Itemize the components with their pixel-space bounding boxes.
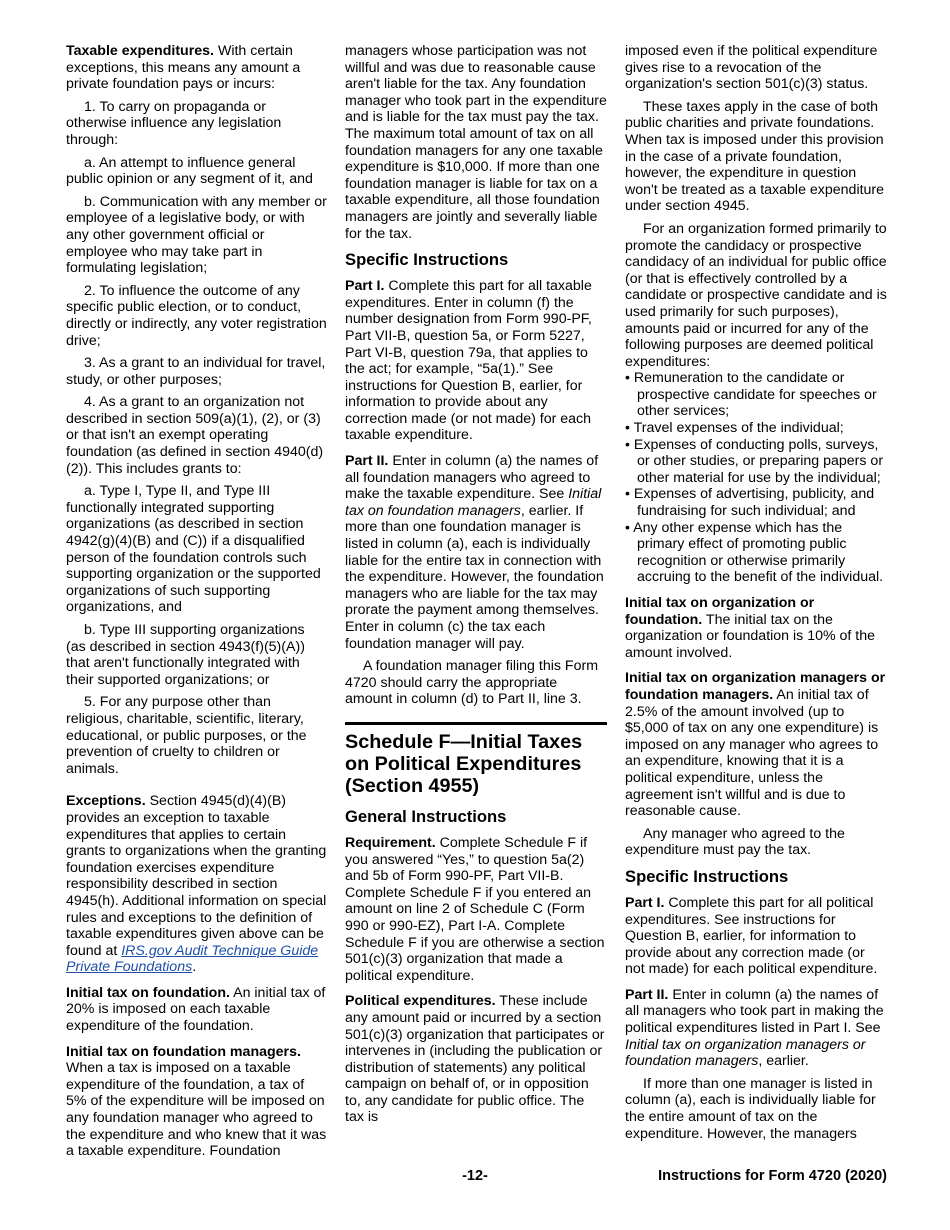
cross-reference: Initial tax on foundation managers [345,486,602,519]
run-in-heading: Part II. [345,453,389,470]
continued-text: managers whose participation was not willful and was due to reasonable cause aren't liable for the tax. Any foundation manager who took part in the expenditure and is liable for the tax must pay the tax. The maximum total amount of tax on all foundation managers for any one taxable expenditure is $10,000. If more than one foundation manager is liable for tax on a taxable expenditure, all those foundation managers are jointly and severally liable for the tax. [345,43,607,242]
body-text: With certain exceptions, this means any amount a private foundation pays or incurs: [66,43,301,93]
schedule-f-header [345,722,607,797]
section-heading: General Instructions [345,806,507,826]
body-text: For an organization formed primarily to promote the candidacy or prospective candidacy of an individual for public office (or that is effectively controlled by a candidate or prospective candidate and is used primarily for such purposes), amounts paid or incurred for any of the following purposes are deemed political expenditures: [625,220,887,370]
initial-tax-managers-para [66,1044,328,1160]
section-heading: Specific Instructions [345,250,509,270]
run-in-heading: Requirement. [345,834,436,851]
body-text: These include any amount paid or incurred by a section 501(c)(3) organization that participates or intervenes in (including the publication or distribution of statements) any political campaign on behalf of, or in opposition to, any candidate for public office. The tax is [345,993,605,1126]
body-text: Complete this part for all political expenditures. See instructions for Question B, earlier, for information to provide about any correction made (or not made) for each political expenditure. [625,894,878,978]
body-text: Any manager who agreed to the expenditure must pay the tax. [625,825,845,859]
schedule-title: Schedule F—Initial Taxes on Political Expenditures (Section 4955) [345,730,583,797]
column-1 [66,43,328,1166]
cross-reference: Initial tax on organization managers or foundation managers [625,1036,866,1070]
body-text: A foundation manager filing this Form 4720 should carry the appropriate amount in column (d) to Part II, line 3. [345,658,599,708]
body-text: Enter in column (a) the names of all managers who took part in making the political expenditures listed in Part I. See [625,986,884,1037]
list-item: 5. For any purpose other than religious, charitable, scientific, literary, educational, or public purposes, or the prevention of cruelty to children or animals. [66,694,307,777]
list-item: 4. As a grant to an organization not described in section 509(a)(1), (2), or (3) or that isn't an exempt operating foundation (as defined in section 4940(d)(2)). This includes grants to: [66,394,324,477]
bullet-text: Expenses of conducting polls, surveys, or other studies, or preparing papers or other material for use by the individual; [633,436,884,486]
body-text: , earlier. [758,1053,809,1070]
taxable-expenditures-para [66,43,328,93]
exceptions-para [66,793,328,976]
body-text: . [192,959,197,976]
bullet-item: • Travel expenses of the individual; [625,420,844,437]
bullet-item: • Remuneration to the candidate or prospective candidate for speeches or other services; [625,370,877,420]
irs-audit-guide-link[interactable]: IRS.gov Audit Technique Guide Private Foundations [66,942,319,976]
list-item: b. Type III supporting organizations (as described in section 4943(f)(5)(A)) that aren't functionally integrated with their supported organizations; or [66,622,305,688]
column-2 [345,43,607,1132]
body-text: Section 4945(d)(4)(B) provides an exception to taxable expenditures that applies to certain grants to organizations when the granting foundation exercises expenditure responsibility described in section 4945(h). Additional information on special rules and exceptions to the definition of taxable expenditures given above can be found at [66,793,327,959]
run-in-heading: Part I. [625,894,665,911]
page-number: -12- [462,1168,488,1184]
requirement-para [345,835,607,984]
run-in-heading: Part II. [625,986,669,1003]
list-item: 1. To carry on propaganda or otherwise influence any legislation through: [66,98,282,148]
part-i-para [345,278,607,444]
bullet-text: Remuneration to the candidate or prospective candidate for speeches or other services; [633,370,877,420]
list-item: 3. As a grant to an individual for travel, study, or other purposes; [66,355,326,388]
run-in-heading: Exceptions. [66,793,146,810]
run-in-heading: Initial tax on foundation. [66,984,230,1001]
run-in-heading: Initial tax on organization or foundation. [625,595,815,628]
bullet-item: • Expenses of conducting polls, surveys, or other studies, or preparing papers or other material for use by the individual; [625,436,884,486]
political-expenditures-para [345,993,607,1126]
column-3 [625,43,887,1148]
run-in-heading: Initial tax on organization managers or foundation managers. [625,670,886,703]
bullet-text: Expenses of advertising, publicity, and fundraising for such individual; and [633,486,875,520]
run-in-heading: Taxable expenditures. [66,43,214,59]
list-item: b. Communication with any member or employee of a legislative body, or with any other government official or employee who may take part in formulating legislation; [66,193,327,277]
body-text: When a tax is imposed on a taxable expenditure of the foundation, a tax of 5% of the expenditure will be imposed on any foundation manager who agreed to the expenditure and who knew that it was a taxable expenditure. Foundation [66,1060,327,1160]
list-item: a. An attempt to influence general public opinion or any segment of it, and [66,154,313,188]
list-item: 2. To influence the outcome of any specific public election, or to conduct, directly or indirectly, any voter registration drive; [66,282,327,349]
bullet-text: Travel expenses of the individual; [633,420,844,437]
body-text: Complete Schedule F if you answered “Yes,” to question 5a(2) and 5b of Form 990-PF, Part VII-B. Complete Schedule F if you entered an amount on line 2 of Schedule C (Form 990 or 990-EZ), Part I-A. Complete Schedule F if you are otherwise a section 501(c)(3) organization that made a political expenditure. [345,834,605,984]
bullet-item: • Expenses of advertising, publicity, and fundraising for such individual; and [625,486,875,520]
initial-tax-org-para [625,595,887,661]
continued-text: imposed even if the political expenditure gives rise to a revocation of the organization's section 501(c)(3) status. [625,43,878,93]
body-text: If more than one manager is listed in column (a), each is individually liable for the entire amount of tax on the expenditure. However, the managers [625,1075,876,1142]
part-i-para [625,895,887,978]
initial-tax-foundation-para [66,985,328,1035]
document-title: Instructions for Form 4720 (2020) [658,1168,887,1184]
part-ii-para [625,987,887,1070]
run-in-heading: Political expenditures. [345,993,496,1010]
section-heading: Specific Instructions [625,866,789,886]
body-text: An initial tax of 2.5% of the amount involved (up to $5,000 of tax on any one expenditure) is imposed on any manager who agrees to an expenditure, knowing that it is a political expenditure, unless the agreement isn't willful and is due to reasonable cause. [625,686,879,820]
body-text: Complete this part for all taxable expenditures. Enter in column (f) the number designation from Form 990-PF, Part VII-B, question 5a, or Form 5227, Part VI-B, question 79a, that applies to the act; for example, “5a(1).” See instructions for Question B, earlier, for information to provide about any correction made (or not made) for each taxable expenditure. [345,278,592,444]
list-item: a. Type I, Type II, and Type III functionally integrated supporting organizations (as described in section 4942(g)(4)(B) and (C)) if a disqualified person of the foundation controls such supporting organization or the supported organizations of such supporting organizations, and [66,483,321,616]
initial-tax-org-managers-para [625,670,887,819]
body-text: , earlier. If more than one foundation manager is listed in column (a), each is individually liable for the entire tax in connection with the expenditure. However, the foundation managers who are liable for the tax may prorate the payment among themselves. Enter in column (c) the tax each foundation manager will pay. [345,502,604,652]
body-text: These taxes apply in the case of both public charities and private foundations. When tax is imposed under this provision in the case of a private foundation, however, the expenditure in question won't be treated as a taxable expenditure under section 4945. [625,98,885,215]
body-text: Enter in column (a) the names of all foundation managers who agreed to make the taxable expenditure. See [345,453,599,503]
part-ii-para [345,453,607,652]
body-text: The initial tax on the organization or foundation is 10% of the amount involved. [625,611,876,661]
bullet-text: Any other expense which has the primary effect of promoting public recognition or otherwise primarily accruing to the benefit of the individual. [633,519,884,586]
run-in-heading: Part I. [345,278,385,295]
body-text: An initial tax of 20% is imposed on each taxable expenditure of the foundation. [66,984,326,1035]
bullet-item: • Any other expense which has the primary effect of promoting public recognition or otherwise primarily accruing to the benefit of the individual. [625,519,884,586]
run-in-heading: Initial tax on foundation managers. [66,1043,301,1060]
